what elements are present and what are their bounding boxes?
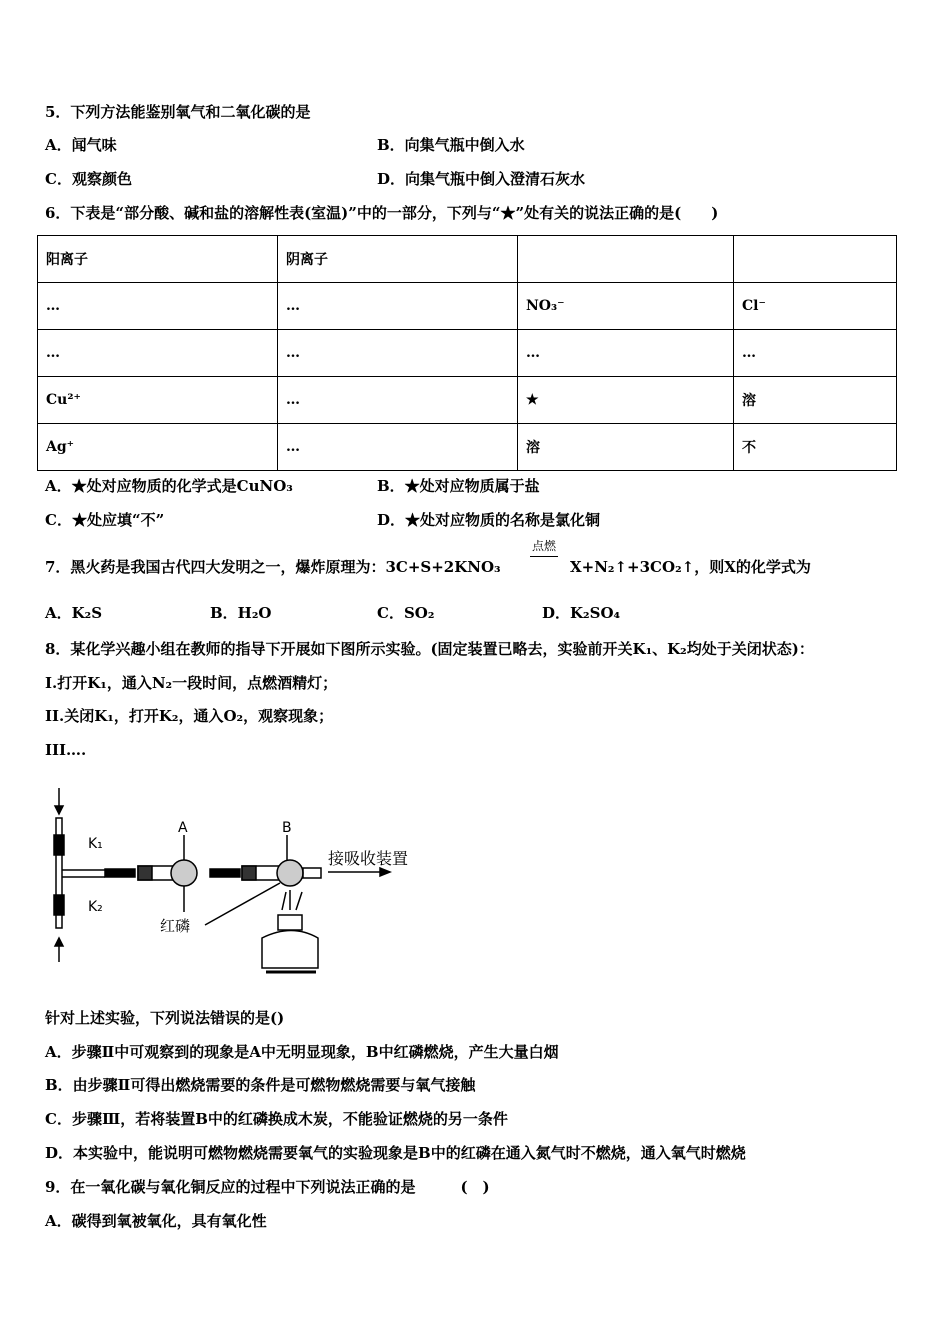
table-row <box>38 377 897 424</box>
table-cell: 阳离子 <box>38 236 278 283</box>
q7-products: X+N₂↑+3CO₂↑，则X的化学式为 <box>570 558 811 576</box>
q7-stem: 7．黑火药是我国古代四大发明之一，爆炸原理为：3C+S+2KNO₃ <box>45 558 501 576</box>
red-phosphorus-label: 红磷 <box>160 917 191 935</box>
q7-option-b: B．H₂O <box>210 604 272 622</box>
table-row <box>38 330 897 377</box>
q8-question: 针对上述实验，下列说法错误的是() <box>45 1009 285 1027</box>
table-cell: … <box>518 330 734 377</box>
q6-option-d: D．★处对应物质的名称是氯化铜 <box>377 511 601 529</box>
q6-stem: 6．下表是“部分酸、碱和盐的溶解性表(室温)”中的一部分，下列与“★”处有关的说法正确的是( ) <box>45 204 719 222</box>
q6-option-b: B．★处对应物质属于盐 <box>377 477 540 495</box>
table-cell: … <box>734 330 897 377</box>
a-label: A <box>178 820 188 836</box>
table-cell: … <box>38 283 278 330</box>
outlet-label: 接吸收装置 <box>328 849 409 868</box>
q5-stem: 5．下列方法能鉴别氧气和二氧化碳的是 <box>45 103 311 121</box>
apparatus-figure <box>30 780 430 980</box>
table-cell: Ag⁺ <box>38 424 278 471</box>
table-cell: … <box>38 330 278 377</box>
q9-option-a: A．碳得到氧被氧化，具有氧化性 <box>45 1212 267 1230</box>
table-cell: … <box>278 330 518 377</box>
table-cell: ★ <box>518 377 734 424</box>
table-cell: Cu²⁺ <box>38 377 278 424</box>
table-cell: … <box>278 377 518 424</box>
table-row <box>38 283 897 330</box>
q8-step1: I.打开K₁，通入N₂一段时间，点燃酒精灯； <box>45 674 338 692</box>
q8-option-b: B．由步骤Ⅱ可得出燃烧需要的条件是可燃物燃烧需要与氧气接触 <box>45 1076 476 1094</box>
table-cell: NO₃⁻ <box>518 283 734 330</box>
table-cell: 溶 <box>518 424 734 471</box>
table-cell: 阴离子 <box>278 236 518 283</box>
q8-option-c: C．步骤Ⅲ，若将装置B中的红磷换成木炭，不能验证燃烧的另一条件 <box>45 1110 508 1128</box>
k2-label: K₂ <box>88 899 103 915</box>
table-cell <box>734 236 897 283</box>
q5-option-c: C．观察颜色 <box>45 170 132 188</box>
solubility-table <box>37 235 897 471</box>
b-label: B <box>282 820 292 836</box>
q9-stem: 9．在一氧化碳与氧化铜反应的过程中下列说法正确的是 ( ) <box>45 1178 490 1196</box>
q5-option-a: A．闻气味 <box>45 136 117 154</box>
table-cell: 不 <box>734 424 897 471</box>
q6-option-a: A．★处对应物质的化学式是CuNO₃ <box>45 477 293 495</box>
q8-step2: II.关闭K₁，打开K₂，通入O₂，观察现象； <box>45 707 334 725</box>
table-cell <box>518 236 734 283</box>
table-row <box>38 424 897 471</box>
table-cell: 溶 <box>734 377 897 424</box>
table-cell: Cl⁻ <box>734 283 897 330</box>
q8-step3: III…. <box>45 741 87 759</box>
q6-option-c: C．★处应填“不” <box>45 511 165 529</box>
q8-option-d: D．本实验中，能说明可燃物燃烧需要氧气的实验现象是B中的红磷在通入氮气时不燃烧，通入氧气时燃烧 <box>45 1144 746 1162</box>
q7-option-a: A．K₂S <box>45 604 103 622</box>
k1-label: K₁ <box>88 836 103 852</box>
q8-stem: 8．某化学兴趣小组在教师的指导下开展如下图所示实验。(固定装置已略去，实验前开关K₁、K₂均处于关闭状态)： <box>45 640 814 658</box>
q5-option-d: D．向集气瓶中倒入澄清石灰水 <box>377 170 586 188</box>
q5-option-b: B．向集气瓶中倒入水 <box>377 136 525 154</box>
q7-option-c: C．SO₂ <box>377 604 435 622</box>
q7-condition: 点燃 <box>530 536 558 557</box>
table-row <box>38 236 897 283</box>
q8-option-a: A．步骤Ⅱ中可观察到的现象是A中无明显现象，B中红磷燃烧，产生大量白烟 <box>45 1043 559 1061</box>
table-cell: … <box>278 424 518 471</box>
q7-option-d: D．K₂SO₄ <box>542 604 621 622</box>
table-cell: … <box>278 283 518 330</box>
